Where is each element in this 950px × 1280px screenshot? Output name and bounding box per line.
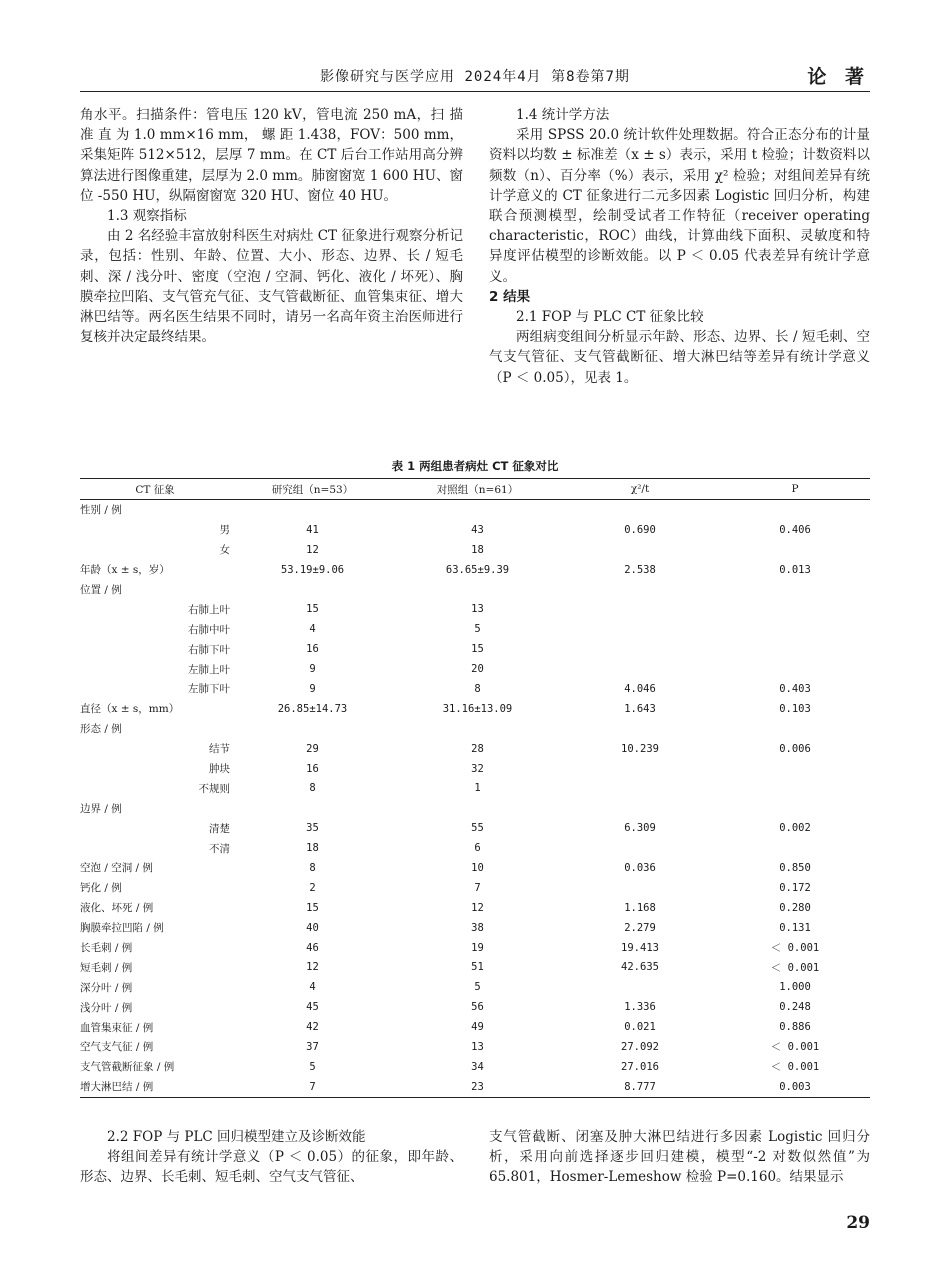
table-cell: 16: [306, 762, 319, 775]
table-cell: [720, 599, 870, 619]
table-row: [80, 778, 870, 798]
table-cell: [230, 580, 395, 600]
table-cell: [560, 719, 720, 739]
table-cell: 0.280: [779, 901, 811, 914]
table-cell: 13: [471, 603, 484, 616]
table-cell: 0.006: [779, 742, 811, 755]
table-cell: 右肺中叶: [188, 623, 230, 636]
table-cell: [720, 719, 870, 739]
table-cell: [560, 619, 720, 639]
table-row: [80, 898, 870, 918]
table-cell: [720, 659, 870, 679]
table-cell: 2.279: [624, 921, 656, 934]
table-cell: 2: [309, 881, 316, 894]
heading-2-1: 2.1 FOP 与 PLC CT 征象比较: [516, 309, 704, 326]
heading-2: 2 结果: [489, 288, 531, 305]
table-cell: 12: [471, 901, 484, 914]
table-cell: 钙化 / 例: [80, 882, 122, 895]
right-column-bottom: [489, 1127, 870, 1188]
table-cell: [560, 977, 720, 997]
table-cell: [560, 798, 720, 818]
table-cell: 26.85±14.73: [277, 702, 348, 715]
table-cell: [720, 759, 870, 779]
table-cell: [560, 500, 720, 520]
table-cell: 55: [471, 822, 484, 835]
table-cell: [720, 580, 870, 600]
table-cell: 0.131: [779, 921, 811, 934]
table-row: [80, 818, 870, 838]
table-row: [80, 540, 870, 560]
table-cell: 短毛刺 / 例: [80, 961, 133, 974]
table-cell: 7: [309, 1080, 316, 1093]
table-cell: 0.403: [779, 682, 811, 695]
table-cell: 0.690: [624, 523, 656, 536]
left-column-bottom: [80, 1127, 463, 1188]
table-cell: 38: [471, 921, 484, 934]
table-cell: 深分叶 / 例: [80, 981, 133, 994]
table-cell: 10: [471, 861, 484, 874]
table-cell: 1.643: [624, 702, 656, 715]
table-cell: 增大淋巴结 / 例: [80, 1081, 154, 1094]
table-cell: 4.046: [624, 682, 656, 695]
table-cell: [395, 580, 560, 600]
table-cell: 46: [306, 941, 319, 954]
table-cell: 56: [471, 1001, 484, 1014]
table-cell: 7: [474, 881, 481, 894]
table-cell: ＜ 0.001: [770, 1061, 820, 1074]
table-row: [80, 759, 870, 779]
table-cell: 9: [309, 663, 316, 676]
table-row: [80, 977, 870, 997]
table-row: [80, 719, 870, 739]
table-cell: 0.248: [779, 1001, 811, 1014]
running-header: [80, 64, 870, 88]
table-cell: 27.016: [621, 1060, 659, 1073]
col-header-study: 研究组（n=53）: [230, 479, 395, 500]
table-cell: 性别 / 例: [80, 504, 122, 517]
table-cell: 10.239: [621, 742, 659, 755]
table-cell: 右肺上叶: [188, 603, 230, 616]
table-cell: [395, 500, 560, 520]
table-cell: 37: [306, 1040, 319, 1053]
table-cell: [560, 639, 720, 659]
page-number: 29: [846, 1213, 870, 1233]
table-row: [80, 1077, 870, 1097]
paragraph-observation: 由 2 名经验丰富放射科医生对病灶 CT 征象进行观察分析记录，包括：性别、年龄、位置、大小、形态、边界、长 / 短毛刺、深 / 浅分叶、密度（空泡 / 空洞、钙化、液化 / 坏死）、胸膜牵拉凹陷、支气管充气征、支气管截断征、血管集束征、增大淋巴结等。两名医生结果不同时，请另一名高年资主治医师进行复核并决定最终结果。: [80, 228, 463, 346]
table-cell: 28: [471, 742, 484, 755]
table-cell: 42: [306, 1021, 319, 1034]
table-cell: 0.172: [779, 881, 811, 894]
table-cell: 形态 / 例: [80, 723, 122, 736]
table-row: [80, 1017, 870, 1037]
table-cell: 27.092: [621, 1040, 659, 1053]
paragraph-regression: 将组间差异有统计学意义（P ＜ 0.05）的征象，即年龄、形态、边界、长毛刺、短毛刺、空气支气管征、: [80, 1149, 463, 1186]
table-cell: 5: [309, 1060, 316, 1073]
table-cell: [720, 838, 870, 858]
table-cell: 0.002: [779, 822, 811, 835]
table-cell: 53.19±9.06: [280, 563, 345, 576]
table-cell: 年龄（x ± s，岁）: [80, 564, 170, 577]
table-cell: 6: [474, 842, 481, 855]
table-cell: 23: [471, 1080, 484, 1093]
table-row: [80, 679, 870, 699]
table-cell: 15: [306, 603, 319, 616]
table-cell: 32: [471, 762, 484, 775]
heading-2-2: 2.2 FOP 与 PLC 回归模型建立及诊断效能: [107, 1129, 366, 1145]
table-cell: [560, 599, 720, 619]
table-cell: 34: [471, 1060, 484, 1073]
table-cell: [720, 500, 870, 520]
table-cell: 13: [471, 1040, 484, 1053]
table-cell: 18: [471, 543, 484, 556]
table-cell: 19: [471, 941, 484, 954]
col-header-control: 对照组（n=61）: [395, 479, 560, 500]
table-row: [80, 599, 870, 619]
table-cell: [560, 580, 720, 600]
table-cell: 浅分叶 / 例: [80, 1001, 133, 1014]
table-row: [80, 918, 870, 938]
table-cell: 31.16±13.09: [442, 702, 513, 715]
table-cell: 结节: [209, 743, 230, 756]
table-cell: ＜ 0.001: [770, 961, 820, 974]
table-cell: 1: [474, 782, 481, 795]
table-cell: 1.336: [624, 1001, 656, 1014]
table-row: [80, 639, 870, 659]
table-cell: 8.777: [624, 1080, 656, 1093]
table-cell: 15: [306, 901, 319, 914]
table-cell: 肿块: [209, 763, 230, 776]
heading-1-4: 1.4 统计学方法: [516, 107, 610, 123]
table-cell: [395, 798, 560, 818]
table-cell: 5: [474, 981, 481, 994]
table-cell: 胸膜牵拉凹陷 / 例: [80, 922, 164, 935]
table-cell: 支气管截断征象 / 例: [80, 1061, 175, 1074]
table-row: [80, 798, 870, 818]
table-cell: 29: [306, 742, 319, 755]
table-cell: 5: [474, 623, 481, 636]
table-cell: 16: [306, 643, 319, 656]
table-cell: 不规则: [198, 782, 230, 795]
table-cell: [230, 500, 395, 520]
table-cell: 6.309: [624, 822, 656, 835]
col-header-p: P: [720, 479, 870, 500]
table-cell: 男: [219, 524, 230, 537]
table-cell: 左肺下叶: [188, 683, 230, 696]
table-cell: 不清: [209, 842, 230, 855]
table-cell: 边界 / 例: [80, 802, 122, 815]
table-row: [80, 580, 870, 600]
table-cell: 18: [306, 842, 319, 855]
table-cell: 血管集束征 / 例: [80, 1021, 154, 1034]
table-cell: 49: [471, 1021, 484, 1034]
table-cell: 51: [471, 961, 484, 974]
col-header-sign: CT 征象: [80, 479, 230, 500]
table-row: [80, 838, 870, 858]
table-row: [80, 878, 870, 898]
table-cell: [720, 619, 870, 639]
table-cell: 女: [219, 544, 230, 557]
table-cell: [720, 639, 870, 659]
table-cell: 液化、坏死 / 例: [80, 902, 154, 915]
table-cell: 15: [471, 643, 484, 656]
table-cell: 42.635: [621, 961, 659, 974]
paragraph-results: 两组病变组间分析显示年龄、形态、边界、长 / 短毛刺、空气支气管征、支气管截断征、增大淋巴结等差异有统计学意义（P ＜ 0.05），见表 1。: [489, 329, 870, 386]
header-rule: [80, 91, 870, 92]
table-cell: 45: [306, 1001, 319, 1014]
table-cell: 0.013: [779, 563, 811, 576]
table-row: [80, 739, 870, 759]
table-cell: 8: [309, 861, 316, 874]
section-tag: 论 著: [807, 66, 870, 88]
table-row: [80, 699, 870, 719]
table-cell: [560, 878, 720, 898]
table-cell: 9: [309, 682, 316, 695]
left-column-top: [80, 105, 463, 347]
table-cell: 2.538: [624, 563, 656, 576]
table-cell: ＜ 0.001: [770, 942, 820, 955]
table-row: [80, 938, 870, 958]
table-cell: [230, 719, 395, 739]
table-cell: 4: [309, 981, 316, 994]
table-row: [80, 500, 870, 520]
col-header-stat: χ²/t: [560, 479, 720, 500]
journal-info: 影像研究与医学应用 2024年4月 第8卷第7期: [320, 69, 630, 85]
table-cell: [560, 759, 720, 779]
table-cell: 0.886: [779, 1021, 811, 1034]
paragraph-regression-cont: 支气管截断、闭塞及肿大淋巴结进行多因素 Logistic 回归分析，采用向前选择逐步回归建模，模型“-2 对数似然值”为 65.801，Hosmer-Lemeshow 检验 P=0.160。结果显示: [489, 1129, 870, 1186]
table-cell: 43: [471, 523, 484, 536]
table-cell: 左肺上叶: [188, 663, 230, 676]
table-cell: 右肺下叶: [188, 643, 230, 656]
table-cell: 12: [306, 543, 319, 556]
table-cell: 35: [306, 822, 319, 835]
table-cell: 1.000: [779, 981, 811, 994]
table-cell: 清楚: [209, 822, 230, 835]
table-row: [80, 1057, 870, 1077]
table-row: [80, 957, 870, 977]
table-cell: [560, 838, 720, 858]
table-cell: 19.413: [621, 941, 659, 954]
table-row: [80, 619, 870, 639]
table-title: 表 1 两组患者病灶 CT 征象对比: [391, 459, 559, 473]
table-row: [80, 858, 870, 878]
table-cell: 0.406: [779, 523, 811, 536]
table-cell: [720, 540, 870, 560]
ct-signs-table: [80, 478, 870, 1098]
table-row: [80, 560, 870, 580]
table-cell: 0.021: [624, 1021, 656, 1034]
table-row: [80, 997, 870, 1017]
table-cell: 0.003: [779, 1080, 811, 1093]
table-cell: 1.168: [624, 901, 656, 914]
table-cell: [560, 778, 720, 798]
table-cell: 63.65±9.39: [445, 563, 510, 576]
table-cell: [720, 798, 870, 818]
table-cell: 0.036: [624, 861, 656, 874]
table-cell: 空气支气征 / 例: [80, 1041, 154, 1054]
table-cell: [560, 540, 720, 560]
table-row: [80, 1037, 870, 1057]
table-cell: [560, 659, 720, 679]
table-cell: [720, 778, 870, 798]
paragraph-statistics: 采用 SPSS 20.0 统计软件处理数据。符合正态分布的计量资料以均数 ± 标准差（x ± s）表示，采用 t 检验；计数资料以频数（n）、百分率（%）表示，采用 χ² 检验；对组间差异有统计学意义的 CT 征象进行二元多因素 Logistic 回归分析，构建联合预测模型，绘制受试者工作特征（receiver operating characteristic，ROC）曲线，计算曲线下面积、灵敏度和特异度评估模型的诊断效能。以 P ＜ 0.05 代表差异有统计学意义。: [489, 127, 870, 285]
table-cell: ＜ 0.001: [770, 1041, 820, 1054]
table-row: [80, 659, 870, 679]
table-cell: 20: [471, 663, 484, 676]
table-cell: 12: [306, 961, 319, 974]
table-cell: 直径（x ± s，mm）: [80, 703, 180, 716]
table-cell: 空泡 / 空洞 / 例: [80, 862, 153, 875]
table-row: [80, 520, 870, 540]
right-column-top: [489, 105, 870, 388]
table-header-row: [80, 479, 870, 500]
table-cell: 位置 / 例: [80, 584, 122, 596]
table-cell: [395, 719, 560, 739]
table-cell: 0.103: [779, 702, 811, 715]
table-cell: 41: [306, 523, 319, 536]
heading-1-3: 1.3 观察指标: [107, 208, 187, 225]
paragraph-scan-params: 角水平。扫描条件：管电压 120 kV，管电流 250 mA，扫 描 准 直 为 1.0 mm×16 mm， 螺 距 1.438，FOV：500 mm，采集矩阵 512×512，层厚 7 mm。在 CT 后台工作站用高分辨算法进行图像重建，层厚为 2.0 mm。肺窗窗宽 1 600 HU、窗位 -550 HU，纵隔窗窗宽 320 HU、窗位 40 HU。: [80, 107, 463, 204]
table-cell: 长毛刺 / 例: [80, 942, 133, 955]
table-cell: 8: [309, 782, 316, 795]
table-cell: 8: [474, 682, 481, 695]
table-cell: [230, 798, 395, 818]
table-cell: 4: [309, 623, 316, 636]
table-cell: 40: [306, 921, 319, 934]
table-cell: 0.850: [779, 861, 811, 874]
